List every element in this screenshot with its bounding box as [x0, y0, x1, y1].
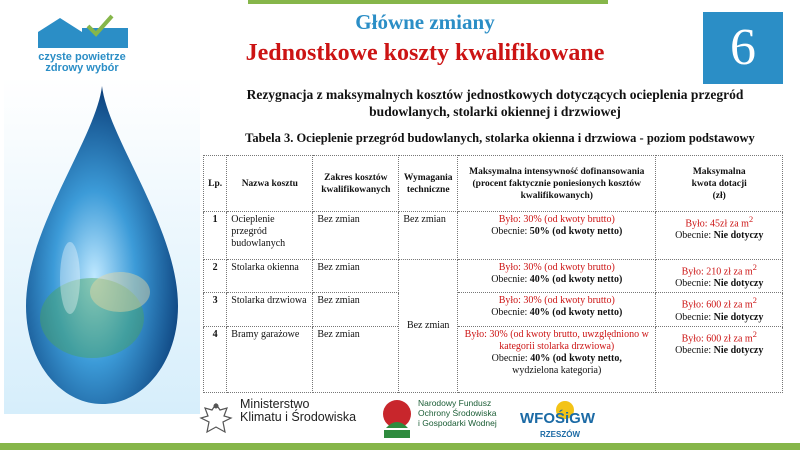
nfosigw-line2: Ochrony Środowiska [418, 408, 497, 418]
intensity-now-value: 40% (od kwoty netto, [530, 352, 622, 364]
intensity-now-label: Obecnie: [491, 226, 530, 237]
intensity-now-label: Obecnie: [491, 307, 530, 319]
top-accent-bar [248, 0, 608, 4]
row-scope: Bez zmian [313, 293, 399, 326]
header-amount-line2: kwota dotacji [691, 178, 747, 189]
amount-was-sup: 2 [752, 329, 757, 339]
row-name: Ocieplenie przegród budowlanych [227, 212, 313, 260]
amount-was: Było: 600 zł za m [681, 299, 753, 311]
amount-was: Było: 45zł za m [685, 218, 749, 230]
intensity-now-value: 50% (od kwoty netto) [529, 226, 623, 237]
nfosigw-line1: Narodowy Fundusz [418, 398, 492, 408]
wfosigw-sub-text: RZESZÓW [540, 430, 580, 439]
wfosigw-logo [520, 398, 610, 442]
amount-now-value: Nie dotyczy [713, 230, 764, 242]
intensity-now-value: 40% (od kwoty netto) [529, 274, 623, 285]
row-lp: 4 [204, 326, 227, 392]
change-description-line1: Rezygnacja z maksymalnych kosztów jednostkowych dotyczących ocieplenia przegród [246, 87, 744, 102]
row-name: Stolarka okienna [227, 260, 313, 293]
intensity-now-label: Obecnie: [491, 352, 531, 364]
header-amount-line1: Maksymalna [692, 166, 746, 177]
row-name: Bramy garażowe [227, 326, 313, 392]
row-name: Stolarka drzwiowa [227, 293, 313, 326]
table-header-row [204, 156, 783, 212]
logo-line2: zdrowy wybór [45, 62, 119, 74]
row-amount [656, 293, 783, 326]
amount-now-value: Nie dotyczy [713, 311, 764, 323]
nfosigw-line3: i Gospodarki Wodnej [418, 418, 497, 428]
row-amount [656, 326, 783, 392]
merged-requirements: Bez zmian [399, 260, 458, 393]
amount-now-label: Obecnie: [675, 344, 714, 356]
logo-line1: czyste powietrze [38, 51, 126, 63]
water-drop-image [4, 78, 200, 414]
amount-was: Było: 210 zł za m [681, 266, 753, 278]
header-amount-line3: (zł) [712, 190, 726, 201]
amount-now-label: Obecnie: [675, 311, 714, 323]
amount-now-label: Obecnie: [675, 278, 714, 290]
row-intensity [458, 293, 656, 326]
house-icon [20, 12, 144, 52]
row-intensity [458, 260, 656, 293]
intensity-now-label: Obecnie: [491, 274, 530, 285]
slide-number-badge: 6 [703, 12, 783, 84]
header-lp: Lp. [204, 156, 227, 212]
wfosigw-main-text: WFOŚiGW [520, 410, 595, 427]
amount-was: Było: 600 zł za m [681, 332, 753, 344]
eagle-emblem-icon [197, 400, 235, 440]
intensity-now-extra: wydzielona kategoria) [512, 364, 602, 376]
nfosigw-logo-text [418, 398, 497, 428]
intensity-was: Było: 30% (od kwoty brutto, uwzględniono w kategorii stolarka drzwiowa) [464, 328, 649, 352]
czyste-powietrze-logo [20, 12, 144, 82]
row-requirements: Bez zmian [399, 212, 458, 260]
row-intensity [458, 326, 656, 392]
table-row [204, 212, 783, 260]
intensity-was: Było: 30% (od kwoty brutto) [498, 262, 615, 273]
intensity-now-value: 40% (od kwoty netto) [529, 307, 623, 319]
change-description [205, 86, 785, 120]
amount-was-sup: 2 [748, 215, 754, 224]
amount-now-value: Nie dotyczy [713, 278, 764, 290]
row-lp: 3 [204, 293, 227, 326]
ministry-line1: Ministerstwo [240, 397, 310, 411]
table-row [204, 326, 783, 392]
intensity-was: Było: 30% (od kwoty brutto) [498, 214, 615, 225]
header-intensity: Maksymalna intensywność dofinansowania (procent faktycznie poniesionych kosztów kwalifikowanych) [458, 156, 656, 212]
intensity-was: Było: 30% (od kwoty brutto) [498, 295, 615, 307]
table-row [204, 293, 783, 326]
row-scope: Bez zmian [313, 260, 399, 293]
row-amount [656, 212, 783, 260]
change-description-line2: budowlanych, stolarki okiennej i drzwiowej [369, 104, 621, 119]
page-title: Główne zmiany [355, 10, 495, 34]
header-scope: Zakres kosztów kwalifikowanych [313, 156, 399, 212]
ministry-line2: Klimatu i Środowiska [240, 410, 357, 424]
header-requirements: Wymagania techniczne [399, 156, 458, 212]
bottom-accent-bar [0, 443, 800, 450]
row-lp: 1 [204, 212, 227, 260]
row-lp: 2 [204, 260, 227, 293]
amount-was-sup: 2 [752, 296, 757, 306]
row-amount [656, 260, 783, 293]
costs-table [203, 155, 783, 393]
header-amount [656, 156, 783, 212]
row-intensity [458, 212, 656, 260]
table-caption: Tabela 3. Ocieplenie przegród budowlanych, stolarka okienna i drzwiowa - poziom podstawowy [245, 131, 755, 145]
page-subtitle: Jednostkowe koszty kwalifikowane [245, 40, 605, 66]
amount-now-label: Obecnie: [675, 230, 714, 242]
nfosigw-emblem-icon [378, 398, 416, 442]
amount-now-value: Nie dotyczy [713, 344, 764, 356]
ministry-logo-text [240, 398, 356, 424]
table-row [204, 260, 783, 293]
header-name: Nazwa kosztu [227, 156, 313, 212]
amount-was-sup: 2 [752, 263, 757, 272]
row-scope: Bez zmian [313, 212, 399, 260]
row-scope: Bez zmian [313, 326, 399, 392]
